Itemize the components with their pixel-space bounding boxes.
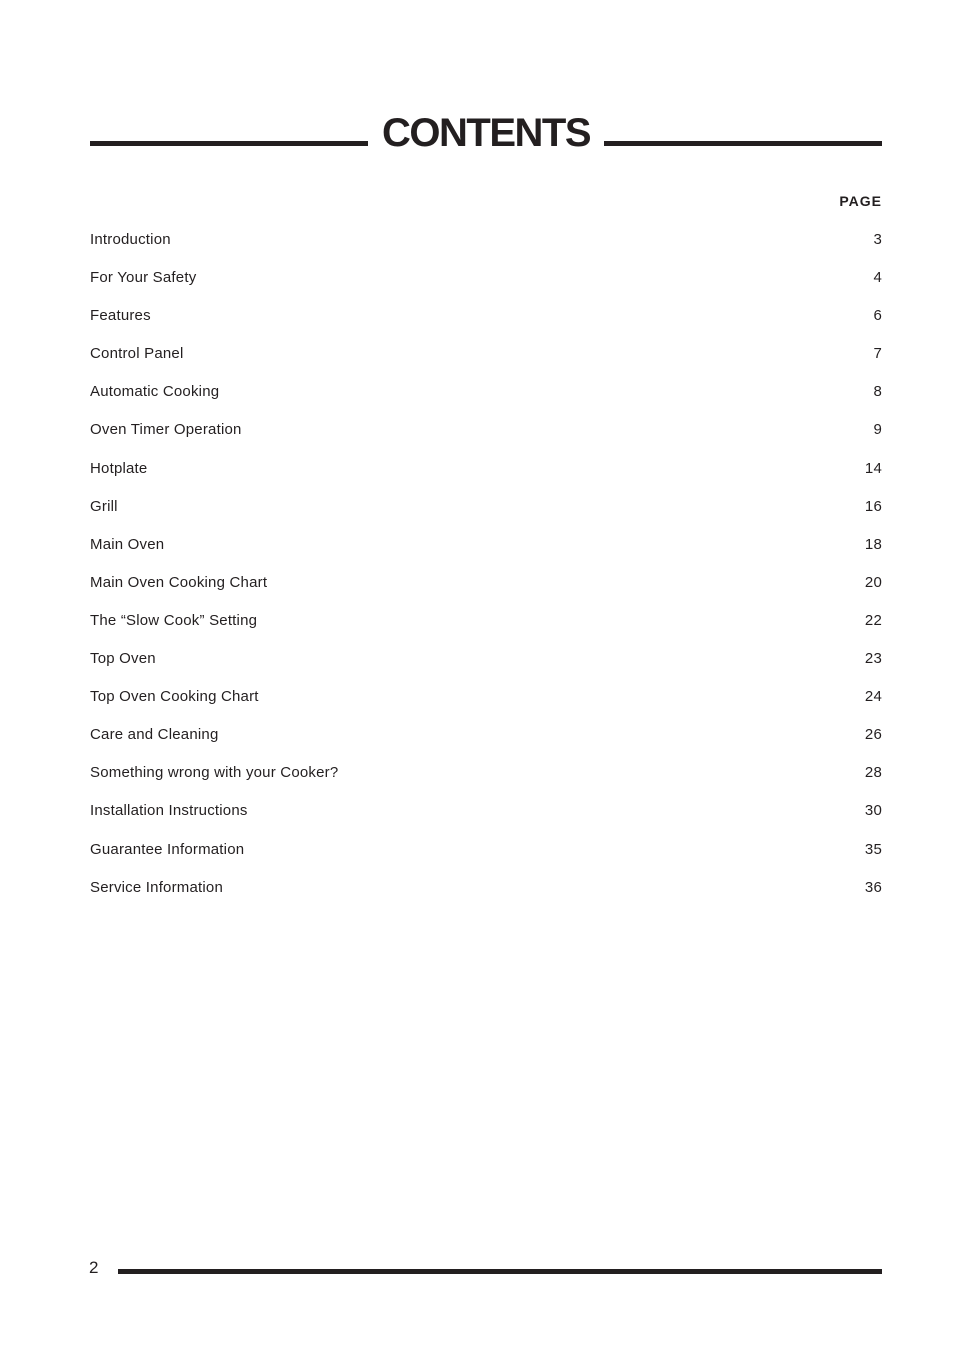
toc-entry-title: For Your Safety <box>90 269 197 287</box>
toc-entry-title: Installation Instructions <box>90 802 248 820</box>
toc-entry-page: 7 <box>873 345 882 363</box>
toc-entry-page: 26 <box>864 726 882 744</box>
toc-entry-title: Something wrong with your Cooker? <box>90 764 339 782</box>
toc-entry-title: Service Information <box>90 878 224 896</box>
title-rule-left <box>90 141 368 146</box>
toc-entry-title: Top Oven Cooking Chart <box>90 688 259 706</box>
toc-entry[interactable] <box>90 839 882 877</box>
footer-rule <box>118 1269 882 1274</box>
toc-entry[interactable] <box>90 267 882 305</box>
toc-entry-page: 23 <box>864 650 882 668</box>
toc-entry[interactable] <box>90 458 882 496</box>
toc-entry[interactable] <box>90 305 882 343</box>
toc-entry-page: 22 <box>864 611 882 629</box>
toc-entry[interactable] <box>90 419 882 457</box>
toc-entry-title: Automatic Cooking <box>90 383 220 401</box>
toc-entry-page: 9 <box>873 421 882 439</box>
toc-entry[interactable] <box>90 572 882 610</box>
toc-entry-title: Main Oven <box>90 535 165 553</box>
toc-entry[interactable] <box>90 229 882 267</box>
toc-entry-title: Introduction <box>90 231 171 248</box>
toc-entry[interactable] <box>90 877 882 915</box>
toc-entry-title: Main Oven Cooking Chart <box>90 573 268 591</box>
toc-entry-page: 8 <box>873 383 882 401</box>
footer-page-number: 2 <box>89 1258 99 1277</box>
toc-entry[interactable] <box>90 800 882 838</box>
toc-entry[interactable] <box>90 762 882 800</box>
toc-entry[interactable] <box>90 724 882 762</box>
toc-entry-page: 28 <box>864 764 882 782</box>
toc-entry-page: 3 <box>873 231 882 248</box>
page-column-header: PAGE <box>839 193 882 209</box>
toc-entry-page: 20 <box>864 573 882 591</box>
toc-entry[interactable] <box>90 496 882 534</box>
toc-entry-title: Care and Cleaning <box>90 726 219 744</box>
toc-entry-title: Top Oven <box>90 650 156 668</box>
toc-entry-page: 14 <box>864 459 882 477</box>
toc-entry-page: 35 <box>864 840 882 858</box>
toc-entry[interactable] <box>90 534 882 572</box>
toc-entry-title: Hotplate <box>90 459 148 477</box>
title-rule-right <box>604 141 882 146</box>
toc-entry[interactable] <box>90 343 882 381</box>
page-title: CONTENTS <box>382 111 590 155</box>
toc-entry[interactable] <box>90 610 882 648</box>
toc-entry[interactable] <box>90 381 882 419</box>
toc-entry-title: Control Panel <box>90 345 184 363</box>
toc-entry-title: Grill <box>90 497 118 515</box>
toc-entry-page: 6 <box>873 307 882 325</box>
toc-entry-page: 4 <box>873 269 882 287</box>
table-of-contents <box>90 229 882 915</box>
toc-entry-page: 36 <box>864 878 882 896</box>
toc-entry-page: 30 <box>864 802 882 820</box>
toc-entry-title: Features <box>90 307 151 325</box>
toc-entry-title: Guarantee Information <box>90 840 245 858</box>
title-row <box>90 108 882 158</box>
toc-entry-page: 24 <box>864 688 882 706</box>
toc-entry-page: 18 <box>864 535 882 553</box>
toc-entry-title: Oven Timer Operation <box>90 421 242 439</box>
toc-entry-title: The “Slow Cook” Setting <box>90 611 258 629</box>
toc-entry[interactable] <box>90 686 882 724</box>
toc-entry-page: 16 <box>864 497 882 515</box>
toc-entry[interactable] <box>90 648 882 686</box>
